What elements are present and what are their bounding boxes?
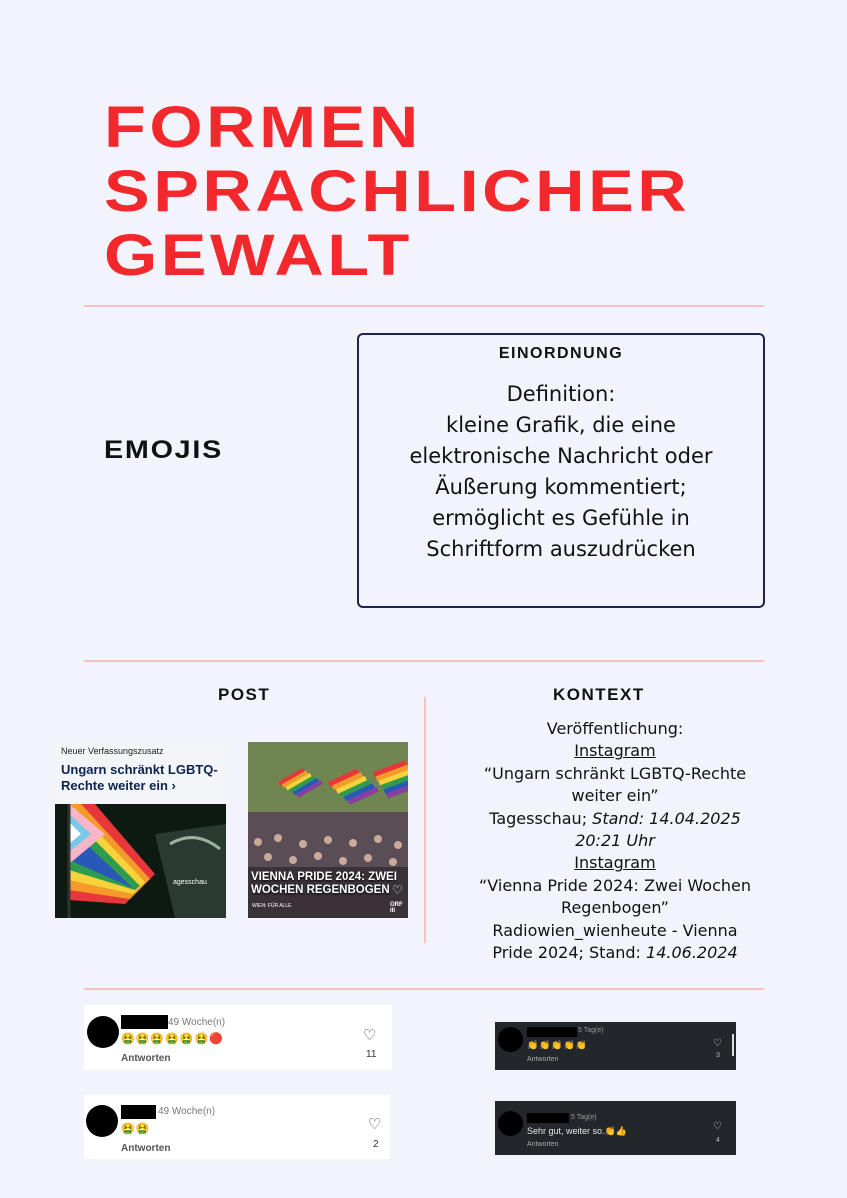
comment-time: 49 Woche(n) <box>158 1106 216 1117</box>
heart-icon[interactable]: ♡ <box>368 1116 382 1133</box>
title-line-3: GEWALT <box>104 223 413 288</box>
comment-emojis: 🤮🤮🤮🤮🤮🤮🔴 <box>121 1033 224 1045</box>
redacted-username <box>121 1105 156 1119</box>
source-link-1[interactable]: Instagram <box>574 741 656 761</box>
post-headline: VIENNA PRIDE 2024: ZWEI WOCHEN REGENBOGEN <box>251 871 397 896</box>
comment-text: Sehr gut, weiter so.👏👍 <box>527 1126 627 1136</box>
heart-icon[interactable]: ♡ <box>363 1027 377 1044</box>
definition-line: Äußerung kommentiert; <box>435 475 687 499</box>
comment-time: 5 Tag(e) <box>578 1027 604 1034</box>
definition-line: Definition: <box>506 382 616 406</box>
kontext-heading: KONTEXT <box>553 685 645 704</box>
einordnung-heading: EINORDNUNG <box>498 345 624 362</box>
flag-illustration <box>55 804 226 918</box>
comment-emojis: 👏👏👏👏👏 <box>527 1040 589 1050</box>
broadcaster-logo: ORF III <box>390 902 403 914</box>
post-meta-2 <box>470 920 760 965</box>
post-subcaption: WIEN: FÜR ALLE <box>252 903 292 909</box>
source-link-2[interactable]: Instagram <box>574 853 656 873</box>
pride-flag-photo <box>55 804 226 918</box>
comment-emojis: 🤮🤮 <box>121 1123 151 1135</box>
post-headline: Ungarn schränkt LGBTQ-Rechte weiter ein › <box>61 762 218 793</box>
comment-card <box>495 1022 736 1070</box>
post-kicker: Neuer Verfassungszusatz <box>61 746 164 756</box>
reply-button[interactable]: Antworten <box>527 1056 559 1063</box>
post-meta-1 <box>470 808 760 853</box>
column-divider <box>424 697 426 943</box>
post-caption: agesschau <box>173 879 207 886</box>
heart-icon[interactable]: ♡ <box>713 1038 722 1049</box>
post-image-tagesschau <box>55 742 226 918</box>
comment-card <box>495 1101 736 1155</box>
meta-date: Stand: 14.04.2025 20:21 Uhr <box>575 808 741 851</box>
like-count: 4 <box>716 1137 720 1144</box>
divider-middle <box>84 660 764 662</box>
scrollbar[interactable] <box>732 1034 734 1056</box>
avatar <box>498 1111 523 1136</box>
einordnung-box <box>357 333 765 608</box>
redacted-username <box>121 1015 168 1029</box>
definition-line: elektronische Nachricht oder <box>409 444 713 468</box>
divider-bottom <box>84 988 764 990</box>
like-count: 11 <box>366 1049 377 1060</box>
post-image-vienna-pride <box>248 742 408 918</box>
definition-text <box>359 379 763 565</box>
like-count: 2 <box>373 1139 379 1150</box>
heart-icon: ♡ <box>392 883 403 897</box>
kontext-text <box>470 718 760 964</box>
definition-line: kleine Grafik, die eine <box>446 413 676 437</box>
kontext-label: Veröffentlichung: <box>546 719 684 738</box>
page-title <box>104 96 690 288</box>
avatar <box>498 1027 523 1052</box>
post-image-header <box>55 742 226 804</box>
comment-card <box>84 1005 392 1070</box>
meta-date: 14.06.2024 <box>646 943 738 963</box>
like-count: 3 <box>716 1052 720 1059</box>
avatar <box>87 1016 119 1048</box>
reply-button[interactable]: Antworten <box>121 1053 171 1064</box>
definition-line: Schriftform auszudrücken <box>426 537 696 561</box>
redacted-username <box>527 1027 577 1037</box>
topic-label: EMOJIS <box>104 436 224 464</box>
post-heading: POST <box>218 685 271 704</box>
post-quote-2: “Vienna Pride 2024: Zwei Wochen Regenbogen” <box>478 875 752 918</box>
heart-icon[interactable]: ♡ <box>713 1121 722 1132</box>
definition-line: ermöglicht es Gefühle in <box>432 506 690 530</box>
avatar <box>86 1105 118 1137</box>
comment-card <box>84 1095 390 1159</box>
divider-top <box>84 305 764 307</box>
meta-prefix: Tagesschau; <box>489 808 593 828</box>
reply-button[interactable]: Antworten <box>527 1141 559 1148</box>
post-quote-1: “Ungarn schränkt LGBTQ-Rechte weiter ein” <box>483 763 747 806</box>
redacted-username <box>527 1113 569 1123</box>
comment-time: 49 Woche(n) <box>168 1017 226 1028</box>
title-line-2: SPRACHLICHER <box>104 159 691 224</box>
title-line-1: FORMEN <box>104 95 422 160</box>
meta-prefix: Radiowien_wienheute - Vienna Pride 2024; Stand: <box>492 920 738 963</box>
reply-button[interactable]: Antworten <box>121 1143 171 1154</box>
comment-time: 5 Tag(e) <box>571 1114 597 1121</box>
